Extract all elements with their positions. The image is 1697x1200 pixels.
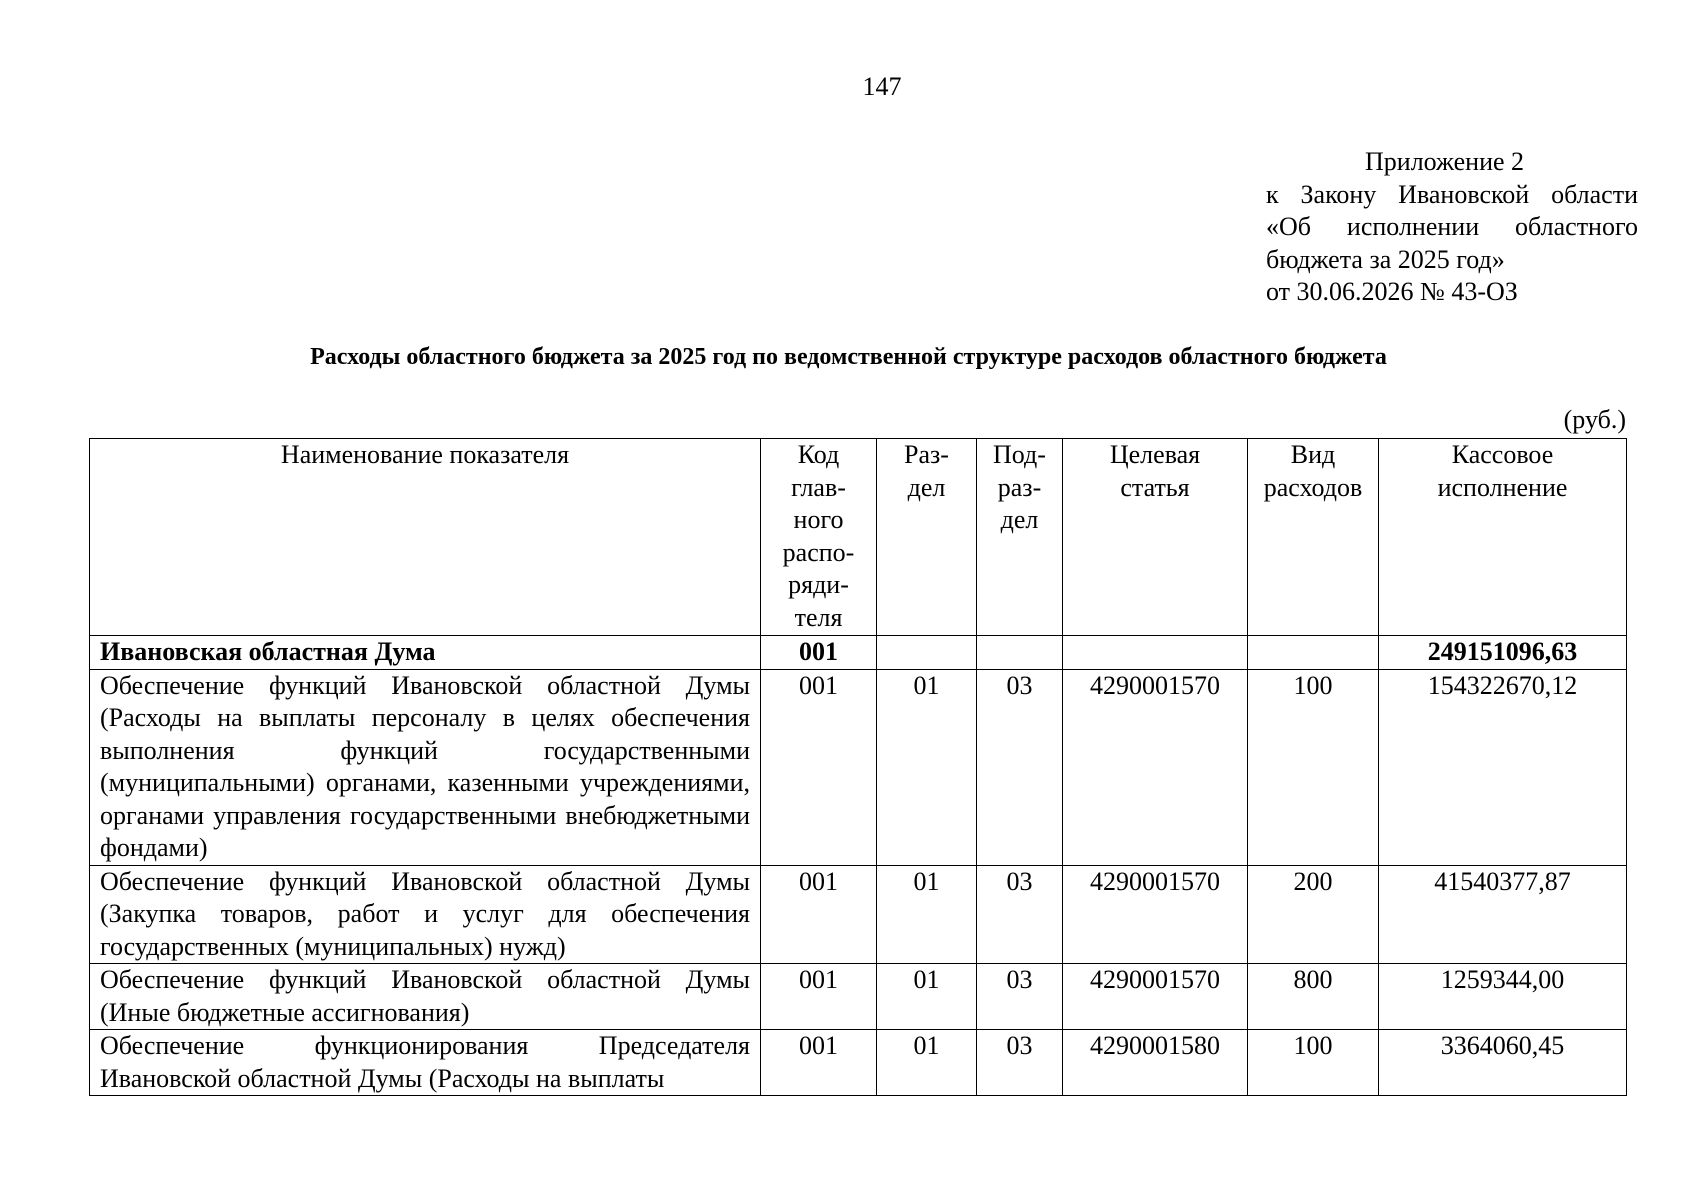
table-row [90, 865, 1627, 964]
units-label: (руб.) [1563, 405, 1626, 434]
row-name: Обеспечение функций Ивановской областной Думы (Иные бюджетные ассигнования) [90, 964, 761, 1030]
header-target [1063, 439, 1248, 636]
row-amount: 3364060,45 [1379, 1030, 1627, 1096]
header-name [90, 439, 761, 636]
header-subsection [977, 439, 1063, 636]
row-subsection [977, 636, 1063, 670]
row-amount: 41540377,87 [1379, 865, 1627, 964]
row-type: 800 [1248, 964, 1379, 1030]
row-section: 01 [877, 669, 977, 865]
header-target-line: Целевая [1109, 440, 1201, 469]
appendix-line-3: «Об исполнении областного [1266, 212, 1638, 241]
row-type: 100 [1248, 669, 1379, 865]
header-subsection-line: дел [1000, 505, 1039, 534]
header-target-line: статья [1120, 472, 1190, 502]
appendix-line-5: от 30.06.2026 № 43-ОЗ [1266, 277, 1518, 306]
row-name: Обеспечение функций Ивановской областной Думы (Закупка товаров, работ и услуг для обеспечения государственных (муниципальных) нужд) [90, 865, 761, 964]
table-row [90, 669, 1627, 865]
header-execution-line: Кассовое [1451, 440, 1554, 469]
row-amount: 249151096,63 [1379, 636, 1627, 670]
header-section [877, 439, 977, 636]
header-code-line: глав- [791, 472, 846, 502]
appendix-block [1266, 146, 1638, 309]
header-type [1248, 439, 1379, 636]
row-code: 001 [761, 636, 877, 670]
row-section [877, 636, 977, 670]
row-subsection: 03 [977, 669, 1063, 865]
header-code-line: ного [793, 505, 844, 534]
row-subsection: 03 [977, 964, 1063, 1030]
row-target: 4290001570 [1063, 669, 1248, 865]
row-section: 01 [877, 865, 977, 964]
row-name: Обеспечение функционирования Председателя Ивановской областной Думы (Расходы на выплаты [90, 1030, 761, 1096]
row-section: 01 [877, 964, 977, 1030]
table-header-row [90, 439, 1627, 636]
row-type: 100 [1248, 1030, 1379, 1096]
table-row [90, 636, 1627, 670]
row-type [1248, 636, 1379, 670]
row-target: 4290001570 [1063, 865, 1248, 964]
table-row [90, 1030, 1627, 1096]
row-code: 001 [761, 669, 877, 865]
header-execution-line: исполнение [1437, 472, 1568, 502]
row-target [1063, 636, 1248, 670]
header-section-line: Раз- [904, 440, 949, 469]
row-amount: 1259344,00 [1379, 964, 1627, 1030]
appendix-line-1: Приложение 2 [1365, 147, 1525, 176]
header-code-line: ряди- [788, 570, 849, 599]
header-section-line: дел [907, 472, 946, 502]
header-type-line: расходов [1263, 472, 1363, 502]
row-code: 001 [761, 964, 877, 1030]
row-target: 4290001580 [1063, 1030, 1248, 1096]
header-code-line: распо- [782, 537, 855, 567]
header-subsection-line: Под- [993, 440, 1046, 469]
document-title: Расходы областного бюджета за 2025 год по ведомственной структуре расходов областного бюджета [310, 344, 1387, 370]
table-row [90, 964, 1627, 1030]
budget-table [89, 438, 1627, 1096]
header-subsection-line: раз- [997, 472, 1042, 502]
header-execution [1379, 439, 1627, 636]
header-name-label: Наименование показателя [280, 440, 570, 469]
row-name: Обеспечение функций Ивановской областной Думы (Расходы на выплаты персоналу в целях обеспечения выполнения функций государственными (муниципальными) органами, казенными учреждениями, органами управления государственными внебюджетными фондами) [90, 669, 761, 865]
appendix-line-2: к Закону Ивановской области [1266, 179, 1638, 209]
row-code: 001 [761, 865, 877, 964]
row-target: 4290001570 [1063, 964, 1248, 1030]
page-number: 147 [862, 72, 902, 101]
header-type-line: Вид [1290, 440, 1336, 469]
row-section: 01 [877, 1030, 977, 1096]
row-type: 200 [1248, 865, 1379, 964]
row-amount: 154322670,12 [1379, 669, 1627, 865]
header-code-line: теля [794, 602, 843, 632]
row-subsection: 03 [977, 1030, 1063, 1096]
appendix-line-4: бюджета за 2025 год» [1266, 244, 1505, 274]
row-name: Ивановская областная Дума [90, 636, 761, 670]
row-code: 001 [761, 1030, 877, 1096]
header-code [761, 439, 877, 636]
header-code-line: Код [797, 440, 840, 469]
row-subsection: 03 [977, 865, 1063, 964]
